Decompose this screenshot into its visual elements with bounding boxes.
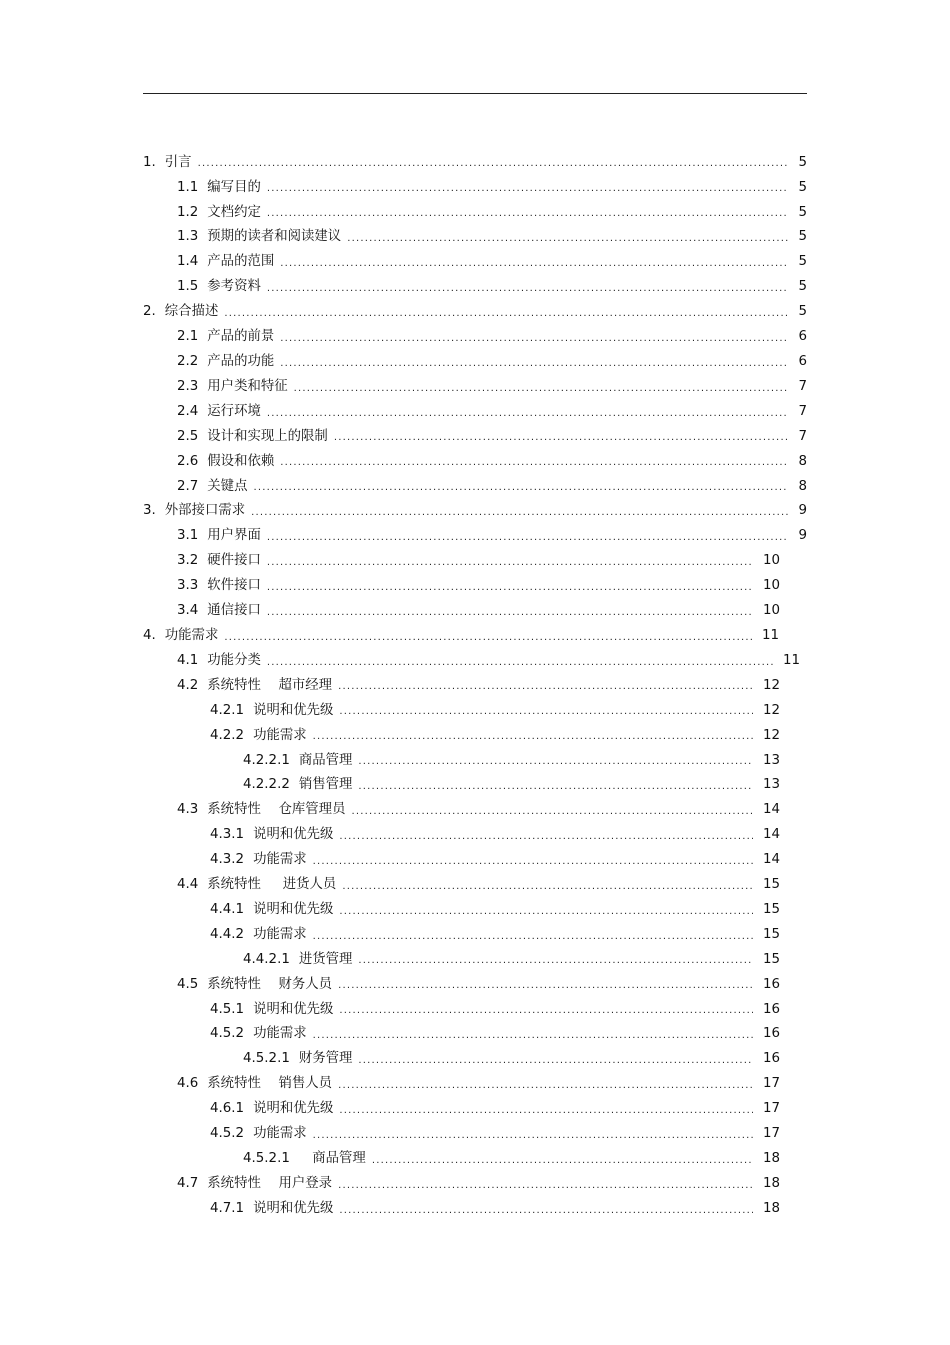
dot-leader: [313, 857, 753, 867]
toc-entry-title: 产品的功能: [207, 354, 275, 369]
toc-entry-page: 5: [798, 204, 807, 220]
toc-entry-page: 5: [798, 179, 807, 195]
toc-entry-title: 功能需求: [253, 852, 307, 868]
toc-entry-number: 4.6.1: [210, 1101, 245, 1117]
toc-entry-title: 功能分类: [207, 652, 261, 668]
toc-entry-title: 运行环境: [207, 403, 261, 419]
toc-entry-page: 14: [762, 852, 780, 868]
toc-entry-title: 说明和优先级: [253, 702, 334, 718]
dot-leader: [339, 832, 753, 842]
dot-leader: [339, 1206, 753, 1216]
dot-leader: [351, 807, 752, 817]
toc-entry-title: 引言: [164, 154, 192, 170]
toc-entry-title: 硬件接口: [207, 553, 261, 569]
toc-entry-page: 8: [798, 453, 807, 469]
toc-entry-title: 功能需求: [253, 727, 307, 743]
toc-entry[interactable]: [143, 424, 807, 449]
toc-entry-number: 4.1: [177, 652, 199, 668]
toc-entry[interactable]: [143, 549, 807, 574]
toc-entry-page: 18: [762, 1200, 780, 1216]
toc-entry-number: 2.5: [177, 428, 199, 444]
toc-entry-page: 17: [762, 1076, 780, 1092]
toc-entry-title: 说明和优先级: [253, 1101, 334, 1117]
toc-entry-number: 1.2: [177, 204, 199, 220]
toc-entry-title: 用户类和特征: [207, 378, 288, 394]
toc-entry-number: 4.5.2: [210, 1026, 245, 1042]
toc-entry[interactable]: [143, 822, 807, 847]
toc-entry[interactable]: [143, 698, 807, 723]
dot-leader: [198, 159, 788, 169]
toc-entry[interactable]: [143, 573, 807, 598]
toc-entry-title: 预期的读者和阅读建议: [207, 229, 342, 245]
toc-entry[interactable]: [143, 997, 807, 1022]
toc-entry-number: 4.2.2.1: [243, 752, 290, 768]
toc-entry-page: 17: [762, 1126, 780, 1142]
toc-entry[interactable]: [143, 399, 807, 424]
toc-entry-number: 4.4.2.1: [243, 951, 290, 967]
toc-entry-page: 7: [798, 428, 807, 444]
toc-entry[interactable]: [143, 673, 807, 698]
toc-entry[interactable]: [143, 947, 807, 972]
toc-entry-number: 4.5.1: [210, 1001, 245, 1017]
dot-leader: [267, 184, 788, 194]
toc-entry-page: 16: [762, 976, 780, 992]
toc-entry-title: 系统特性 财务人员: [207, 976, 333, 992]
toc-entry-page: 13: [762, 752, 780, 768]
dot-leader: [267, 409, 788, 419]
dot-leader: [280, 458, 788, 468]
toc-entry-number: 4.2.2: [210, 727, 245, 743]
toc-entry[interactable]: [143, 623, 807, 648]
toc-entry-title: 说明和优先级: [253, 1001, 334, 1017]
toc-entry-page: 16: [762, 1026, 780, 1042]
toc-entry-number: 4.2: [177, 677, 199, 693]
toc-entry-title: 商品管理: [298, 1151, 366, 1166]
toc-entry-number: 2.1: [177, 329, 199, 345]
toc-entry-title: 商品管理: [298, 752, 353, 768]
toc-entry-page: 16: [762, 1051, 780, 1067]
toc-entry-title: 外部接口需求: [164, 503, 246, 519]
toc-entry-number: 2.2: [177, 354, 199, 369]
toc-entry-page: 16: [762, 1001, 780, 1017]
toc-entry[interactable]: [143, 225, 807, 250]
toc-entry[interactable]: [143, 1022, 807, 1047]
dot-leader: [267, 608, 753, 618]
toc-entry-page: 8: [798, 478, 807, 494]
toc-entry-page: 15: [762, 926, 780, 942]
toc-entry-number: 4.6: [177, 1076, 199, 1092]
toc-entry-page: 9: [798, 528, 807, 544]
toc-entry[interactable]: [143, 200, 807, 225]
dot-leader: [358, 1056, 753, 1066]
dot-leader: [338, 682, 753, 692]
toc-entry-title: 说明和优先级: [253, 1200, 334, 1216]
dot-leader: [339, 707, 753, 717]
toc-entry-page: 12: [762, 702, 780, 718]
dot-leader: [251, 508, 788, 518]
toc-entry[interactable]: [143, 1096, 807, 1121]
toc-entry-number: 3.2: [177, 553, 199, 569]
toc-entry[interactable]: [143, 374, 807, 399]
toc-entry-title: 假设和依赖: [207, 453, 275, 469]
dot-leader: [339, 1106, 753, 1116]
toc-entry[interactable]: [143, 1171, 807, 1196]
toc-entry-number: 4.5.2.1: [243, 1051, 290, 1067]
dot-leader: [342, 882, 753, 892]
dot-leader: [338, 981, 753, 991]
toc-entry-page: 13: [762, 777, 780, 793]
toc-entry-number: 3.: [143, 503, 156, 519]
dot-leader: [339, 907, 753, 917]
toc-entry-page: 14: [762, 802, 780, 818]
toc-entry-page: 12: [762, 677, 780, 693]
toc-entry-number: 2.: [143, 304, 156, 320]
toc-entry[interactable]: [143, 324, 807, 349]
dot-leader: [267, 284, 788, 294]
dot-leader: [372, 1156, 753, 1166]
toc-entry-title: 通信接口: [207, 603, 261, 619]
toc-entry-title: 功能需求: [253, 1126, 307, 1142]
toc-entry-page: 17: [762, 1101, 780, 1117]
dot-leader: [339, 1006, 753, 1016]
toc-entry-page: 11: [761, 627, 779, 643]
toc-entry-page: 18: [762, 1151, 780, 1166]
toc-entry-page: 6: [798, 329, 807, 345]
toc-entry-number: 4.5: [177, 976, 199, 992]
toc-entry-title: 产品的范围: [207, 254, 275, 270]
dot-leader: [267, 533, 788, 543]
toc-entry[interactable]: [143, 1072, 807, 1097]
toc-entry-page: 5: [798, 254, 807, 270]
toc-entry[interactable]: [143, 250, 807, 275]
toc-entry-page: 10: [762, 553, 780, 569]
dot-leader: [253, 483, 788, 493]
toc-entry-page: 11: [782, 652, 800, 668]
toc-entry-number: 4.7.1: [210, 1200, 245, 1216]
toc-entry-number: 4.3.2: [210, 852, 245, 868]
toc-entry-page: 7: [798, 403, 807, 419]
toc-entry-title: 综合描述: [164, 304, 219, 320]
toc-entry-title: 财务管理: [298, 1051, 353, 1067]
toc-entry[interactable]: [143, 773, 807, 798]
dot-leader: [294, 384, 788, 394]
toc-entry-page: 12: [762, 727, 780, 743]
toc-entry-title: 说明和优先级: [253, 827, 334, 843]
toc-entry-page: 5: [798, 229, 807, 245]
toc-entry-title: 功能需求: [164, 627, 219, 643]
toc-entry[interactable]: [143, 648, 807, 673]
toc-entry[interactable]: [143, 598, 807, 623]
toc-entry-title: 系统特性 销售人员: [207, 1076, 333, 1092]
dot-leader: [280, 334, 788, 344]
toc-entry-number: 4.2.2.2: [243, 777, 290, 793]
toc-entry-title: 文档约定: [207, 204, 261, 220]
toc-entry[interactable]: [143, 872, 807, 897]
toc-entry[interactable]: [143, 349, 807, 374]
toc-entry[interactable]: [143, 499, 807, 524]
toc-entry[interactable]: [143, 275, 807, 300]
toc-entry[interactable]: [143, 847, 807, 872]
toc-entry-number: 4.2.1: [210, 702, 245, 718]
dot-leader: [347, 234, 788, 244]
table-of-contents: [143, 150, 807, 1221]
dot-leader: [267, 209, 788, 219]
dot-leader: [313, 732, 753, 742]
toc-entry-number: 1.1: [177, 179, 199, 195]
toc-entry[interactable]: [143, 299, 807, 324]
toc-entry-page: 7: [798, 378, 807, 394]
toc-entry[interactable]: [143, 474, 807, 499]
toc-entry-title: 进货管理: [298, 951, 353, 967]
toc-entry-number: 4.7: [177, 1175, 199, 1191]
toc-entry[interactable]: [143, 524, 807, 549]
toc-entry-page: 5: [798, 304, 807, 320]
toc-entry-number: 1.5: [177, 279, 199, 295]
toc-entry[interactable]: [143, 1047, 807, 1072]
dot-leader: [338, 1181, 753, 1191]
toc-entry-number: 2.7: [177, 478, 199, 494]
toc-entry[interactable]: [143, 798, 807, 823]
dot-leader: [224, 633, 752, 643]
toc-entry-title: 系统特性 用户登录: [207, 1175, 333, 1191]
dot-leader: [313, 1131, 753, 1141]
toc-entry[interactable]: [143, 748, 807, 773]
toc-entry-page: 15: [762, 877, 780, 893]
toc-entry-title: 系统特性 仓库管理员: [207, 802, 346, 818]
toc-entry-page: 5: [798, 154, 807, 170]
toc-entry-page: 10: [762, 578, 780, 594]
toc-entry[interactable]: [143, 175, 807, 200]
toc-entry-number: 4.5.2.1: [243, 1151, 290, 1166]
toc-entry-number: 4.4.2: [210, 926, 245, 942]
toc-entry-title: 说明和优先级: [253, 901, 334, 917]
dot-leader: [224, 309, 788, 319]
toc-entry-number: 3.4: [177, 603, 199, 619]
toc-entry-title: 功能需求: [253, 926, 307, 942]
toc-entry-number: 2.6: [177, 453, 199, 469]
toc-entry-number: 4.4.1: [210, 901, 245, 917]
toc-entry-title: 软件接口: [207, 578, 261, 594]
toc-entry-page: 18: [762, 1175, 780, 1191]
toc-entry-page: 15: [762, 951, 780, 967]
toc-entry[interactable]: [143, 1196, 807, 1221]
toc-entry-number: 3.1: [177, 528, 199, 544]
toc-entry[interactable]: [143, 449, 807, 474]
dot-leader: [280, 259, 788, 269]
toc-entry-page: 5: [798, 279, 807, 295]
toc-entry-number: 4.5.2: [210, 1126, 245, 1142]
toc-entry-title: 系统特性 超市经理: [207, 677, 333, 693]
toc-entry-page: 15: [762, 901, 780, 917]
toc-entry-title: 产品的前景: [207, 329, 275, 345]
toc-entry-number: 3.3: [177, 578, 199, 594]
toc-entry[interactable]: [143, 922, 807, 947]
dot-leader: [313, 932, 753, 942]
toc-entry-title: 系统特性 进货人员: [207, 877, 337, 893]
toc-entry[interactable]: [143, 723, 807, 748]
toc-entry[interactable]: [143, 1146, 807, 1171]
toc-entry-number: 2.4: [177, 403, 199, 419]
toc-entry-title: 设计和实现上的限制: [207, 428, 328, 444]
dot-leader: [267, 658, 773, 668]
dot-leader: [334, 433, 788, 443]
toc-entry[interactable]: [143, 972, 807, 997]
toc-entry-page: 14: [762, 827, 780, 843]
dot-leader: [358, 757, 753, 767]
toc-entry-number: 1.: [143, 154, 156, 170]
toc-entry-number: 4.: [143, 627, 156, 643]
toc-entry-number: 4.3.1: [210, 827, 245, 843]
toc-entry-number: 4.4: [177, 877, 199, 893]
dot-leader: [267, 558, 753, 568]
toc-entry-page: 6: [798, 354, 807, 369]
header-rule: [143, 93, 807, 94]
toc-entry-title: 编写目的: [207, 179, 261, 195]
toc-entry-page: 10: [762, 603, 780, 619]
dot-leader: [267, 583, 753, 593]
dot-leader: [313, 1031, 753, 1041]
dot-leader: [358, 782, 753, 792]
dot-leader: [338, 1081, 753, 1091]
toc-entry-page: 9: [798, 503, 807, 519]
toc-entry-title: 参考资料: [207, 279, 261, 295]
dot-leader: [280, 359, 788, 369]
toc-entry-number: 4.3: [177, 802, 199, 818]
toc-entry-title: 销售管理: [298, 777, 353, 793]
toc-entry-title: 用户界面: [207, 528, 261, 544]
toc-entry-title: 关键点: [207, 478, 248, 494]
toc-entry-number: 2.3: [177, 378, 199, 394]
toc-entry[interactable]: [143, 1121, 807, 1146]
toc-entry-title: 功能需求: [253, 1026, 307, 1042]
toc-entry-number: 1.4: [177, 254, 199, 270]
toc-entry[interactable]: [143, 150, 807, 175]
toc-entry-number: 1.3: [177, 229, 199, 245]
toc-entry[interactable]: [143, 897, 807, 922]
dot-leader: [358, 956, 753, 966]
